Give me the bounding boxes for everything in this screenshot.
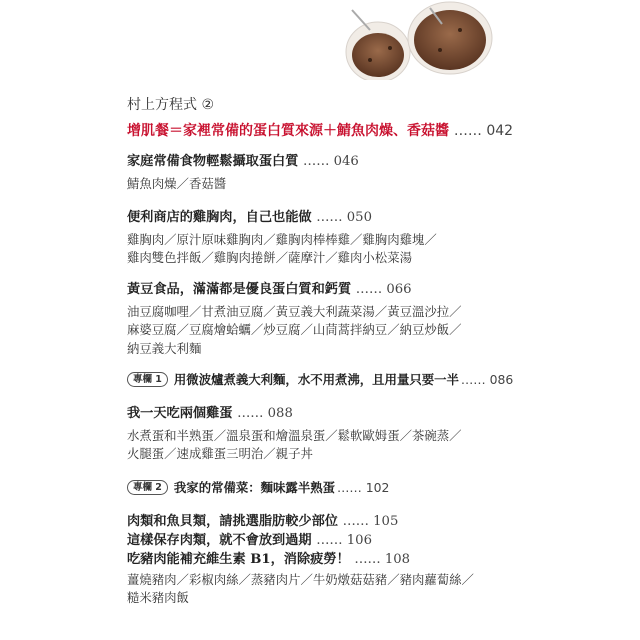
toc-entry-meat xyxy=(127,512,474,608)
granola-jars-photo xyxy=(330,0,500,80)
entry-heading: 便利商店的雞胸肉，自己也能做 xyxy=(127,210,312,225)
entry-page: …… 108 xyxy=(354,552,411,567)
column-1 xyxy=(127,370,513,388)
column-badge: 專欄 1 xyxy=(127,372,168,387)
column-badge: 專欄 2 xyxy=(127,480,168,495)
entry-page: …… 050 xyxy=(316,210,372,225)
entry-items-line: 納豆義大利麵 xyxy=(127,340,202,356)
entry-items-line: 雞胸肉／原汁原味雞胸肉／雞胸肉棒棒雞／雞胸肉雞塊／ xyxy=(127,232,437,247)
entry-items-line: 雞肉雙色拌飯／雞胸肉捲餅／薩摩汁／雞肉小松菜湯 xyxy=(127,250,412,266)
entry-heading: 我一天吃兩個雞蛋 xyxy=(127,406,233,421)
entry-items-line: 糙米豬肉飯 xyxy=(127,590,189,606)
section-label: 村上方程式 ② xyxy=(127,97,215,113)
entry-page: …… 106 xyxy=(316,533,372,548)
section-title-text: 增肌餐＝家裡常備的蛋白質來源＋鯖魚肉燥、香菇醬 xyxy=(127,123,449,139)
entry-items-line: 油豆腐咖哩／甘煮油豆腐／黃豆義大利蔬菜湯／黃豆溫沙拉／ xyxy=(127,304,462,319)
entry-items-line: 水煮蛋和半熟蛋／溫泉蛋和燴溫泉蛋／鬆軟歐姆蛋／茶碗蒸／ xyxy=(127,428,462,443)
toc-entry-protein xyxy=(127,152,359,193)
section-title-page: …… 042 xyxy=(453,123,514,139)
entry-items-line: 火腿蛋／速成雞蛋三明治／親子丼 xyxy=(127,446,313,462)
entry-page: …… 066 xyxy=(355,282,412,297)
entry-heading: 家庭常備食物輕鬆攝取蛋白質 xyxy=(127,154,299,169)
entry-page: …… 088 xyxy=(237,406,293,421)
entry-heading: 這樣保存肉類，就不會放到過期 xyxy=(127,533,312,548)
section-title xyxy=(127,120,513,140)
column-page: …… 086 xyxy=(460,371,514,387)
entry-items-line: 薑燒豬肉／彩椒肉絲／蒸豬肉片／牛奶燉菇菇豬／豬肉蘿蔔絲／ xyxy=(127,572,474,587)
entry-heading: 黃豆食品，滿滿都是優良蛋白質和鈣質 xyxy=(127,282,352,297)
toc-entry-chicken xyxy=(127,208,437,268)
column-text: 用微波爐煮義大利麵，水不用煮沸，且用量只要一半 xyxy=(173,372,459,387)
toc-entry-eggs xyxy=(127,404,462,464)
entry-page: …… 046 xyxy=(303,154,359,169)
entry-heading: 肉類和魚貝類，請挑選脂肪較少部位 xyxy=(127,514,338,529)
column-2 xyxy=(127,478,389,496)
entry-heading: 吃豬肉能補充維生素 B1，消除疲勞！ xyxy=(127,552,350,567)
entry-page: …… 105 xyxy=(342,514,399,529)
column-page: …… 102 xyxy=(337,479,390,495)
column-text: 我家的常備菜：麵味露半熟蛋 xyxy=(173,480,335,495)
toc-entry-soy xyxy=(127,280,462,358)
entry-items-line: 麻婆豆腐／豆腐燴蛤蠣／炒豆腐／山茼蒿拌納豆／納豆炒飯／ xyxy=(127,322,462,338)
entry-items-line: 鯖魚肉燥／香菇醬 xyxy=(127,176,227,191)
